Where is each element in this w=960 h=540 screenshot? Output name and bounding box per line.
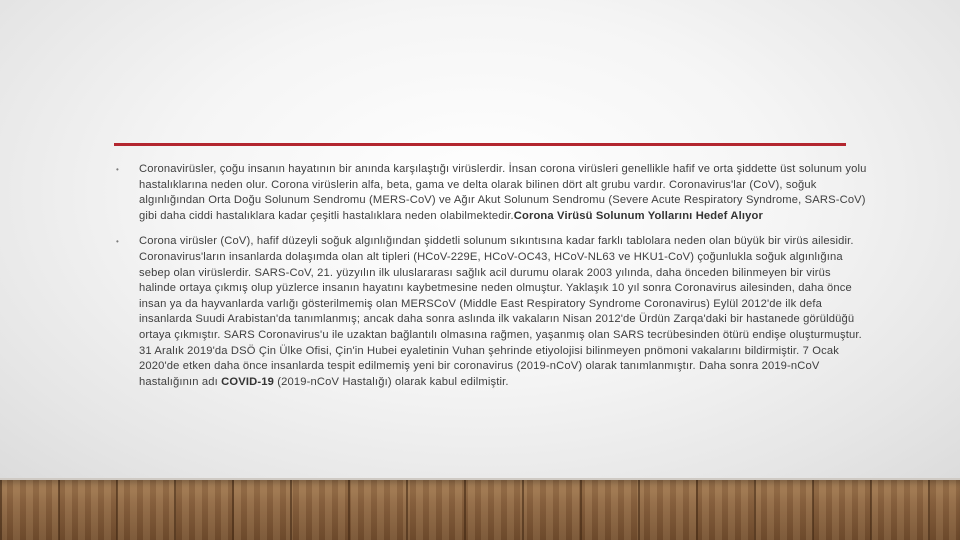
wood-floor — [0, 480, 960, 540]
bullet-marker: • — [116, 165, 119, 174]
bullet-item-1 — [114, 162, 870, 224]
bullet-text-after: (2019-nCoV Hastalığı) olarak kabul edilmiştir. — [273, 375, 509, 388]
bullet-item-2 — [114, 234, 870, 390]
bullet-bold-text: Corona Virüsü Solunum Yollarını Hedef Alıyor — [513, 209, 763, 222]
bullet-text: Corona virüsler (CoV), hafif düzeyli soğuk algınlığından şiddetli solunum sıkıntısına kadar farklı tablolara neden olan büyük bir virüs ailesidir. Coronavirus'ların insanlarda dolaşımda olan alt tipleri (HCoV-229E, HCoV-OC43, HCoV-NL63 ve HKU1-CoV) çoğunlukla soğuk algınlığına sebep olan virüslerdir. SARS-CoV, 21. yüzyılın ilk uluslararası sağlık acil durumu olarak 2003 yılında, daha önceden bilinmeyen bir virüs halinde ortaya çıkmış olup yüzlerce insanın hayatını kaybetmesine neden olmuştur. Yaklaşık 10 yıl sonra Coronavirus ailesinden, daha önce insan ya da hayvanlarda varlığı gösterilmemiş olan MERSCoV (Middle East Respiratory Syndrome Coronavirus) Eylül 2012'de ilk defa insanlarda Suudi Arabistan'da tanımlanmış; ancak daha sonra aslında ilk vakaların Nisan 2012'de Ürdün Zarqa'daki bir hastanede görüldüğü ortaya çıkmıştır. SARS Coronavirus'u ile uzaktan bağlantılı olmasına rağmen, yaşanmış olan SARS tecrübesinden ötürü endişe oluşturmuştur. 31 Aralık 2019'da DSÖ Çin Ülke Ofisi, Çin'in Hubei eyaletinin Vuhan şehrinde etiyolojisi bilinmeyen pnömoni vakalarını bildirmiştir. 7 Ocak 2020'de etken daha önce insanlarda tespit edilmemiş yeni bir coronavirus (2019-nCoV) olarak tanımlanmıştır. Daha sonra 2019-nCoV hastalığının adı — [139, 235, 862, 388]
accent-divider — [114, 143, 846, 146]
bullet-text: Coronavirüsler, çoğu insanın hayatının bir anında karşılaştığı virüslerdir. İnsan corona virüsleri genellikle hafif ve orta şiddette üst solunum yolu hastalıklarına neden olur. Corona virüslerin alfa, beta, gama ve delta olarak bilinen dört alt grubu vardır. Coronavirus'lar (CoV), soğuk algınlığından Orta Doğu Solunum Sendromu (MERS-CoV) ve Ağır Akut Solunum Sendromu (Severe Acute Respiratory Syndrome, SARS-CoV) gibi daha ciddi hastalıklara kadar çeşitli hastalıklara neden olabilmektedir. — [139, 163, 867, 222]
bullet-bold-text: COVID-19 — [221, 375, 274, 388]
slide-body — [114, 162, 870, 400]
bullet-marker: • — [116, 237, 119, 247]
